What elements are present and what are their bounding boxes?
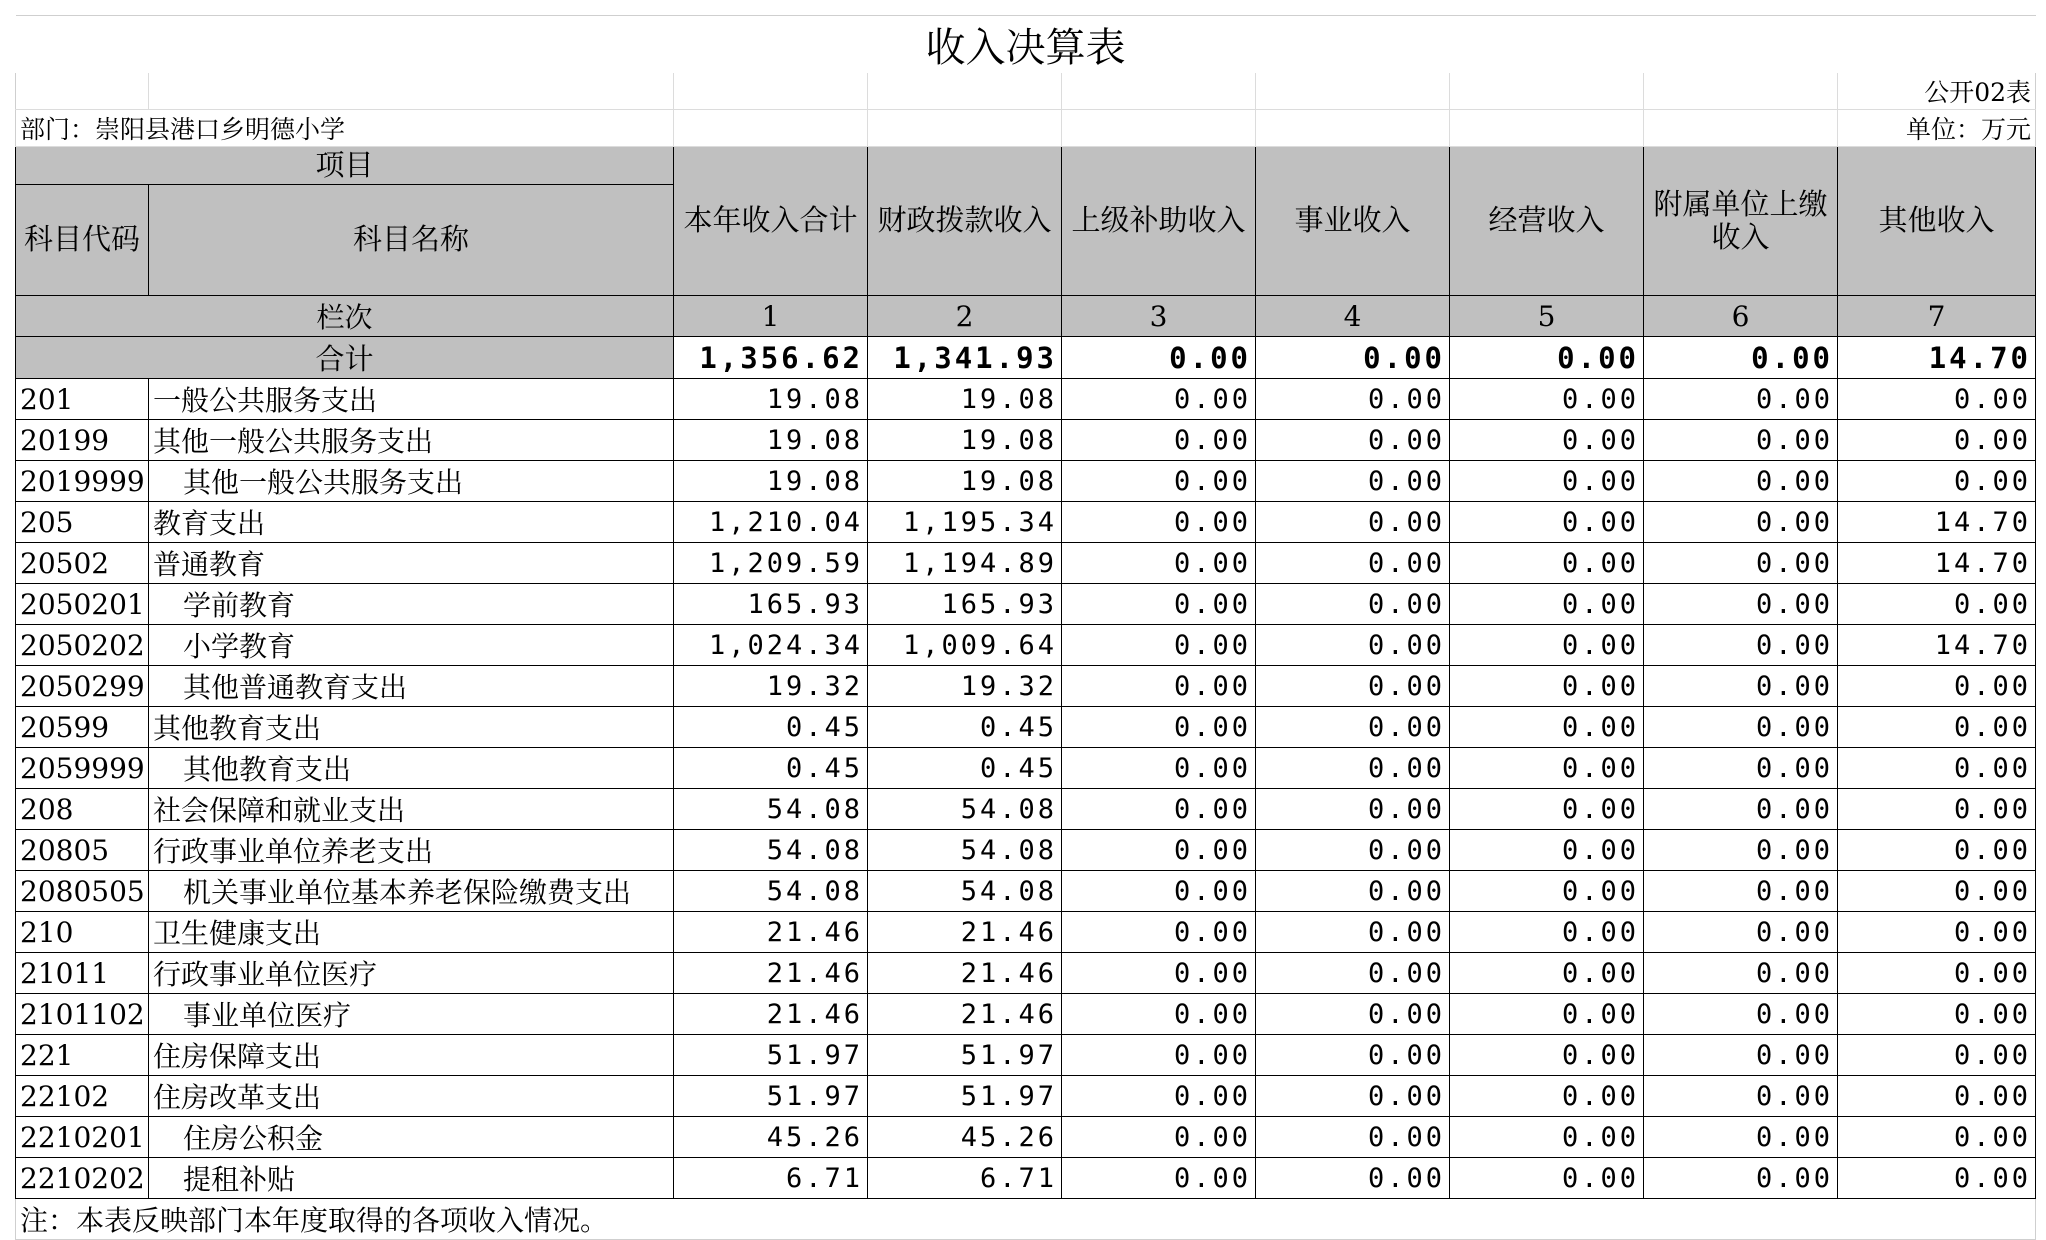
amount-cell: 54.08	[674, 871, 868, 912]
amount-cell: 0.00	[1450, 625, 1644, 666]
column-index: 5	[1450, 296, 1644, 337]
spacer-cell	[149, 73, 674, 110]
amount-cell: 0.00	[1062, 420, 1256, 461]
subject-name: 住房公积金	[183, 1122, 324, 1155]
amount-cell: 19.08	[674, 379, 868, 420]
table-row	[16, 584, 2036, 625]
amount-cell: 0.00	[1450, 584, 1644, 625]
column-index: 6	[1644, 296, 1838, 337]
subject-name: 教育支出	[153, 507, 266, 540]
table-row	[16, 707, 2036, 748]
amount-cell: 21.46	[868, 912, 1062, 953]
spacer-cell	[1450, 73, 1644, 110]
amount-cell: 19.08	[674, 461, 868, 502]
subject-code: 22102	[16, 1076, 149, 1117]
amount-cell: 1,195.34	[868, 502, 1062, 543]
amount-cell: 14.70	[1838, 625, 2036, 666]
subject-name: 其他一般公共服务支出	[183, 466, 464, 499]
spacer-cell	[674, 73, 868, 110]
form-number: 公开02表	[1838, 73, 2036, 110]
table-row	[16, 953, 2036, 994]
subject-name-cell	[149, 707, 674, 748]
subject-name-cell	[149, 994, 674, 1035]
subject-name-cell	[149, 789, 674, 830]
amount-cell: 0.00	[1644, 789, 1838, 830]
amount-cell: 21.46	[674, 994, 868, 1035]
amount-cell: 6.71	[674, 1158, 868, 1199]
data-rows	[16, 379, 2036, 1199]
amount-cell: 0.00	[1450, 912, 1644, 953]
amount-cell: 0.00	[1062, 1076, 1256, 1117]
table-row	[16, 1076, 2036, 1117]
amount-cell: 0.00	[1256, 502, 1450, 543]
amount-cell: 0.00	[1062, 994, 1256, 1035]
subject-name: 其他普通教育支出	[183, 671, 408, 704]
amount-cell: 0.00	[1062, 502, 1256, 543]
subject-name: 卫生健康支出	[153, 917, 322, 950]
subject-code: 2210201	[16, 1117, 149, 1158]
table-row	[16, 379, 2036, 420]
department-label: 部门：崇阳县港口乡明德小学	[16, 110, 674, 147]
amount-cell: 0.00	[1256, 707, 1450, 748]
header-col-other: 其他收入	[1838, 147, 2036, 296]
amount-cell: 0.00	[1838, 1076, 2036, 1117]
total-value: 0.00	[1062, 337, 1256, 379]
subject-name-cell	[149, 543, 674, 584]
amount-cell: 21.46	[674, 953, 868, 994]
amount-cell: 0.00	[1644, 830, 1838, 871]
amount-cell: 0.00	[1062, 748, 1256, 789]
subject-code: 2050201	[16, 584, 149, 625]
subject-name-cell	[149, 748, 674, 789]
amount-cell: 0.00	[1450, 830, 1644, 871]
header-code: 科目代码	[16, 185, 149, 296]
header-item: 项目	[16, 147, 674, 185]
amount-cell: 0.00	[1644, 1117, 1838, 1158]
amount-cell: 19.32	[674, 666, 868, 707]
amount-cell: 0.00	[1450, 707, 1644, 748]
amount-cell: 0.00	[1838, 461, 2036, 502]
amount-cell: 0.00	[1838, 666, 2036, 707]
amount-cell: 14.70	[1838, 502, 2036, 543]
subject-name: 小学教育	[183, 630, 296, 663]
table-title: 收入决算表	[16, 16, 2036, 74]
amount-cell: 0.00	[1256, 994, 1450, 1035]
amount-cell: 0.00	[1838, 584, 2036, 625]
subject-code: 20199	[16, 420, 149, 461]
subject-name: 一般公共服务支出	[153, 384, 378, 417]
table-row	[16, 994, 2036, 1035]
amount-cell: 0.00	[1644, 1076, 1838, 1117]
total-row	[16, 337, 2036, 379]
spacer-cell	[868, 110, 1062, 147]
unit-label: 单位：万元	[1838, 110, 2036, 147]
amount-cell: 45.26	[868, 1117, 1062, 1158]
amount-cell: 0.00	[1256, 953, 1450, 994]
spacer-cell	[868, 73, 1062, 110]
amount-cell: 0.45	[868, 748, 1062, 789]
subject-name-cell	[149, 871, 674, 912]
amount-cell: 51.97	[674, 1035, 868, 1076]
amount-cell: 0.00	[1256, 379, 1450, 420]
amount-cell: 0.00	[1450, 1035, 1644, 1076]
amount-cell: 0.00	[1838, 871, 2036, 912]
subject-name: 行政事业单位养老支出	[153, 835, 434, 868]
subject-name: 普通教育	[153, 548, 266, 581]
subject-name: 事业单位医疗	[183, 999, 352, 1032]
table-row	[16, 1117, 2036, 1158]
amount-cell: 0.00	[1838, 830, 2036, 871]
spacer-cell	[1062, 110, 1256, 147]
amount-cell: 0.00	[1450, 789, 1644, 830]
table-row	[16, 666, 2036, 707]
amount-cell: 1,194.89	[868, 543, 1062, 584]
amount-cell: 0.00	[1450, 1076, 1644, 1117]
amount-cell: 1,209.59	[674, 543, 868, 584]
column-index: 3	[1062, 296, 1256, 337]
amount-cell: 0.00	[1062, 789, 1256, 830]
amount-cell: 19.08	[868, 461, 1062, 502]
amount-cell: 0.00	[1062, 912, 1256, 953]
spacer-cell	[1062, 73, 1256, 110]
amount-cell: 1,024.34	[674, 625, 868, 666]
amount-cell: 21.46	[868, 994, 1062, 1035]
total-value: 0.00	[1450, 337, 1644, 379]
spacer-cell	[1256, 110, 1450, 147]
subject-code: 2080505	[16, 871, 149, 912]
amount-cell: 0.00	[1062, 461, 1256, 502]
amount-cell: 0.00	[1644, 994, 1838, 1035]
subject-name-cell	[149, 379, 674, 420]
table-row	[16, 1158, 2036, 1199]
amount-cell: 0.00	[1644, 1158, 1838, 1199]
amount-cell: 0.00	[1644, 912, 1838, 953]
amount-cell: 0.00	[1256, 543, 1450, 584]
table-row	[16, 1035, 2036, 1076]
amount-cell: 0.00	[1838, 707, 2036, 748]
amount-cell: 0.00	[1062, 953, 1256, 994]
amount-cell: 0.00	[1644, 584, 1838, 625]
amount-cell: 0.00	[1644, 953, 1838, 994]
subject-code: 2019999	[16, 461, 149, 502]
subject-name: 其他教育支出	[183, 753, 352, 786]
amount-cell: 51.97	[868, 1076, 1062, 1117]
column-index: 2	[868, 296, 1062, 337]
amount-cell: 0.00	[1838, 748, 2036, 789]
amount-cell: 21.46	[868, 953, 1062, 994]
amount-cell: 0.00	[1062, 584, 1256, 625]
amount-cell: 0.00	[1838, 1158, 2036, 1199]
spacer-cell	[1450, 110, 1644, 147]
amount-cell: 45.26	[674, 1117, 868, 1158]
spacer-cell	[1644, 110, 1838, 147]
amount-cell: 0.00	[1838, 953, 2036, 994]
amount-cell: 0.00	[1838, 789, 2036, 830]
amount-cell: 19.32	[868, 666, 1062, 707]
subject-name: 其他一般公共服务支出	[153, 425, 434, 458]
amount-cell: 54.08	[674, 830, 868, 871]
subject-code: 210	[16, 912, 149, 953]
table-row	[16, 420, 2036, 461]
amount-cell: 54.08	[868, 871, 1062, 912]
amount-cell: 0.00	[1644, 666, 1838, 707]
amount-cell: 165.93	[868, 584, 1062, 625]
amount-cell: 21.46	[674, 912, 868, 953]
amount-cell: 0.00	[1256, 666, 1450, 707]
subject-code: 201	[16, 379, 149, 420]
amount-cell: 0.00	[1062, 1117, 1256, 1158]
amount-cell: 0.00	[1450, 420, 1644, 461]
amount-cell: 0.00	[1450, 502, 1644, 543]
amount-cell: 54.08	[674, 789, 868, 830]
amount-cell: 0.00	[1838, 420, 2036, 461]
header-col-fiscal: 财政拨款收入	[868, 147, 1062, 296]
amount-cell: 0.00	[1256, 1035, 1450, 1076]
spacer-cell	[674, 110, 868, 147]
amount-cell: 0.00	[1256, 461, 1450, 502]
amount-cell: 0.00	[1062, 707, 1256, 748]
row-label-column-index: 栏次	[16, 296, 674, 337]
subject-name: 其他教育支出	[153, 712, 322, 745]
subject-name: 住房改革支出	[153, 1081, 322, 1114]
amount-cell: 54.08	[868, 789, 1062, 830]
amount-cell: 19.08	[674, 420, 868, 461]
spacer-cell	[1256, 73, 1450, 110]
amount-cell: 0.00	[1062, 379, 1256, 420]
amount-cell: 0.00	[1062, 871, 1256, 912]
subject-name-cell	[149, 420, 674, 461]
amount-cell: 0.00	[1256, 748, 1450, 789]
amount-cell: 0.00	[1062, 1158, 1256, 1199]
subject-name-cell	[149, 625, 674, 666]
amount-cell: 0.00	[1450, 1117, 1644, 1158]
amount-cell: 0.00	[1644, 707, 1838, 748]
subject-name-cell	[149, 1035, 674, 1076]
column-index: 1	[674, 296, 868, 337]
table-row	[16, 748, 2036, 789]
subject-name-cell	[149, 1117, 674, 1158]
amount-cell: 0.00	[1256, 1117, 1450, 1158]
header-col-total: 本年收入合计	[674, 147, 868, 296]
amount-cell: 0.00	[1450, 871, 1644, 912]
subject-code: 2050202	[16, 625, 149, 666]
amount-cell: 0.00	[1450, 953, 1644, 994]
amount-cell: 0.00	[1450, 379, 1644, 420]
table-row	[16, 912, 2036, 953]
amount-cell: 1,210.04	[674, 502, 868, 543]
table-row	[16, 461, 2036, 502]
amount-cell: 0.00	[1838, 994, 2036, 1035]
amount-cell: 0.00	[1838, 1035, 2036, 1076]
table-row	[16, 830, 2036, 871]
amount-cell: 6.71	[868, 1158, 1062, 1199]
amount-cell: 0.00	[1450, 1158, 1644, 1199]
amount-cell: 0.00	[1256, 830, 1450, 871]
amount-cell: 0.00	[1450, 543, 1644, 584]
amount-cell: 0.00	[1838, 912, 2036, 953]
amount-cell: 0.00	[1256, 1158, 1450, 1199]
table-row	[16, 625, 2036, 666]
income-final-accounts-sheet	[15, 15, 2035, 1240]
amount-cell: 0.00	[1062, 1035, 1256, 1076]
amount-cell: 0.00	[1062, 543, 1256, 584]
amount-cell: 0.00	[1838, 379, 2036, 420]
subject-code: 2059999	[16, 748, 149, 789]
amount-cell: 0.00	[1256, 1076, 1450, 1117]
amount-cell: 0.00	[1256, 871, 1450, 912]
amount-cell: 0.00	[1644, 379, 1838, 420]
amount-cell: 0.45	[674, 748, 868, 789]
amount-cell: 1,009.64	[868, 625, 1062, 666]
table-row	[16, 502, 2036, 543]
total-label: 合计	[16, 337, 674, 379]
column-index: 4	[1256, 296, 1450, 337]
subject-code: 2050299	[16, 666, 149, 707]
amount-cell: 0.00	[1256, 584, 1450, 625]
amount-cell: 0.00	[1256, 789, 1450, 830]
amount-cell: 0.00	[1256, 625, 1450, 666]
subject-name-cell	[149, 830, 674, 871]
amount-cell: 0.00	[1644, 543, 1838, 584]
amount-cell: 0.00	[1450, 994, 1644, 1035]
subject-name-cell	[149, 502, 674, 543]
total-value: 0.00	[1256, 337, 1450, 379]
header-col-subordinate: 附属单位上缴收入	[1644, 147, 1838, 296]
subject-code: 2101102	[16, 994, 149, 1035]
amount-cell: 0.00	[1644, 625, 1838, 666]
amount-cell: 165.93	[674, 584, 868, 625]
amount-cell: 0.00	[1644, 748, 1838, 789]
amount-cell: 0.00	[1450, 666, 1644, 707]
income-table	[15, 15, 2036, 1240]
table-row	[16, 543, 2036, 584]
spacer-cell	[1644, 73, 1838, 110]
amount-cell: 51.97	[868, 1035, 1062, 1076]
header-col-business: 事业收入	[1256, 147, 1450, 296]
subject-name: 提租补贴	[183, 1163, 296, 1196]
table-row	[16, 871, 2036, 912]
subject-code: 20805	[16, 830, 149, 871]
subject-name-cell	[149, 584, 674, 625]
total-value: 1,341.93	[868, 337, 1062, 379]
subject-code: 2210202	[16, 1158, 149, 1199]
amount-cell: 0.00	[1450, 748, 1644, 789]
table-row	[16, 789, 2036, 830]
amount-cell: 0.00	[1644, 871, 1838, 912]
subject-code: 20599	[16, 707, 149, 748]
subject-name-cell	[149, 461, 674, 502]
amount-cell: 54.08	[868, 830, 1062, 871]
header-col-operation: 经营收入	[1450, 147, 1644, 296]
amount-cell: 0.00	[1838, 1117, 2036, 1158]
subject-code: 21011	[16, 953, 149, 994]
amount-cell: 0.00	[1644, 502, 1838, 543]
column-index: 7	[1838, 296, 2036, 337]
amount-cell: 0.45	[674, 707, 868, 748]
total-value: 14.70	[1838, 337, 2036, 379]
amount-cell: 0.00	[1256, 420, 1450, 461]
subject-code: 221	[16, 1035, 149, 1076]
subject-name: 住房保障支出	[153, 1040, 322, 1073]
amount-cell: 0.00	[1450, 461, 1644, 502]
amount-cell: 0.00	[1062, 830, 1256, 871]
amount-cell: 0.00	[1062, 666, 1256, 707]
subject-name-cell	[149, 666, 674, 707]
amount-cell: 19.08	[868, 420, 1062, 461]
total-value: 1,356.62	[674, 337, 868, 379]
amount-cell: 0.00	[1644, 1035, 1838, 1076]
amount-cell: 19.08	[868, 379, 1062, 420]
spacer-cell	[16, 73, 149, 110]
amount-cell: 0.45	[868, 707, 1062, 748]
subject-name: 社会保障和就业支出	[153, 794, 406, 827]
subject-name-cell	[149, 1076, 674, 1117]
subject-name-cell	[149, 912, 674, 953]
subject-code: 208	[16, 789, 149, 830]
amount-cell: 0.00	[1644, 420, 1838, 461]
table-note: 注：本表反映部门本年度取得的各项收入情况。	[16, 1199, 2036, 1240]
subject-name-cell	[149, 953, 674, 994]
subject-name: 机关事业单位基本养老保险缴费支出	[183, 876, 632, 909]
amount-cell: 0.00	[1256, 912, 1450, 953]
header-col-superior-subsidy: 上级补助收入	[1062, 147, 1256, 296]
subject-code: 20502	[16, 543, 149, 584]
amount-cell: 14.70	[1838, 543, 2036, 584]
header-name: 科目名称	[149, 185, 674, 296]
subject-name-cell	[149, 1158, 674, 1199]
amount-cell: 0.00	[1062, 625, 1256, 666]
subject-name: 行政事业单位医疗	[153, 958, 378, 991]
amount-cell: 0.00	[1644, 461, 1838, 502]
amount-cell: 51.97	[674, 1076, 868, 1117]
subject-code: 205	[16, 502, 149, 543]
subject-name: 学前教育	[183, 589, 296, 622]
total-value: 0.00	[1644, 337, 1838, 379]
